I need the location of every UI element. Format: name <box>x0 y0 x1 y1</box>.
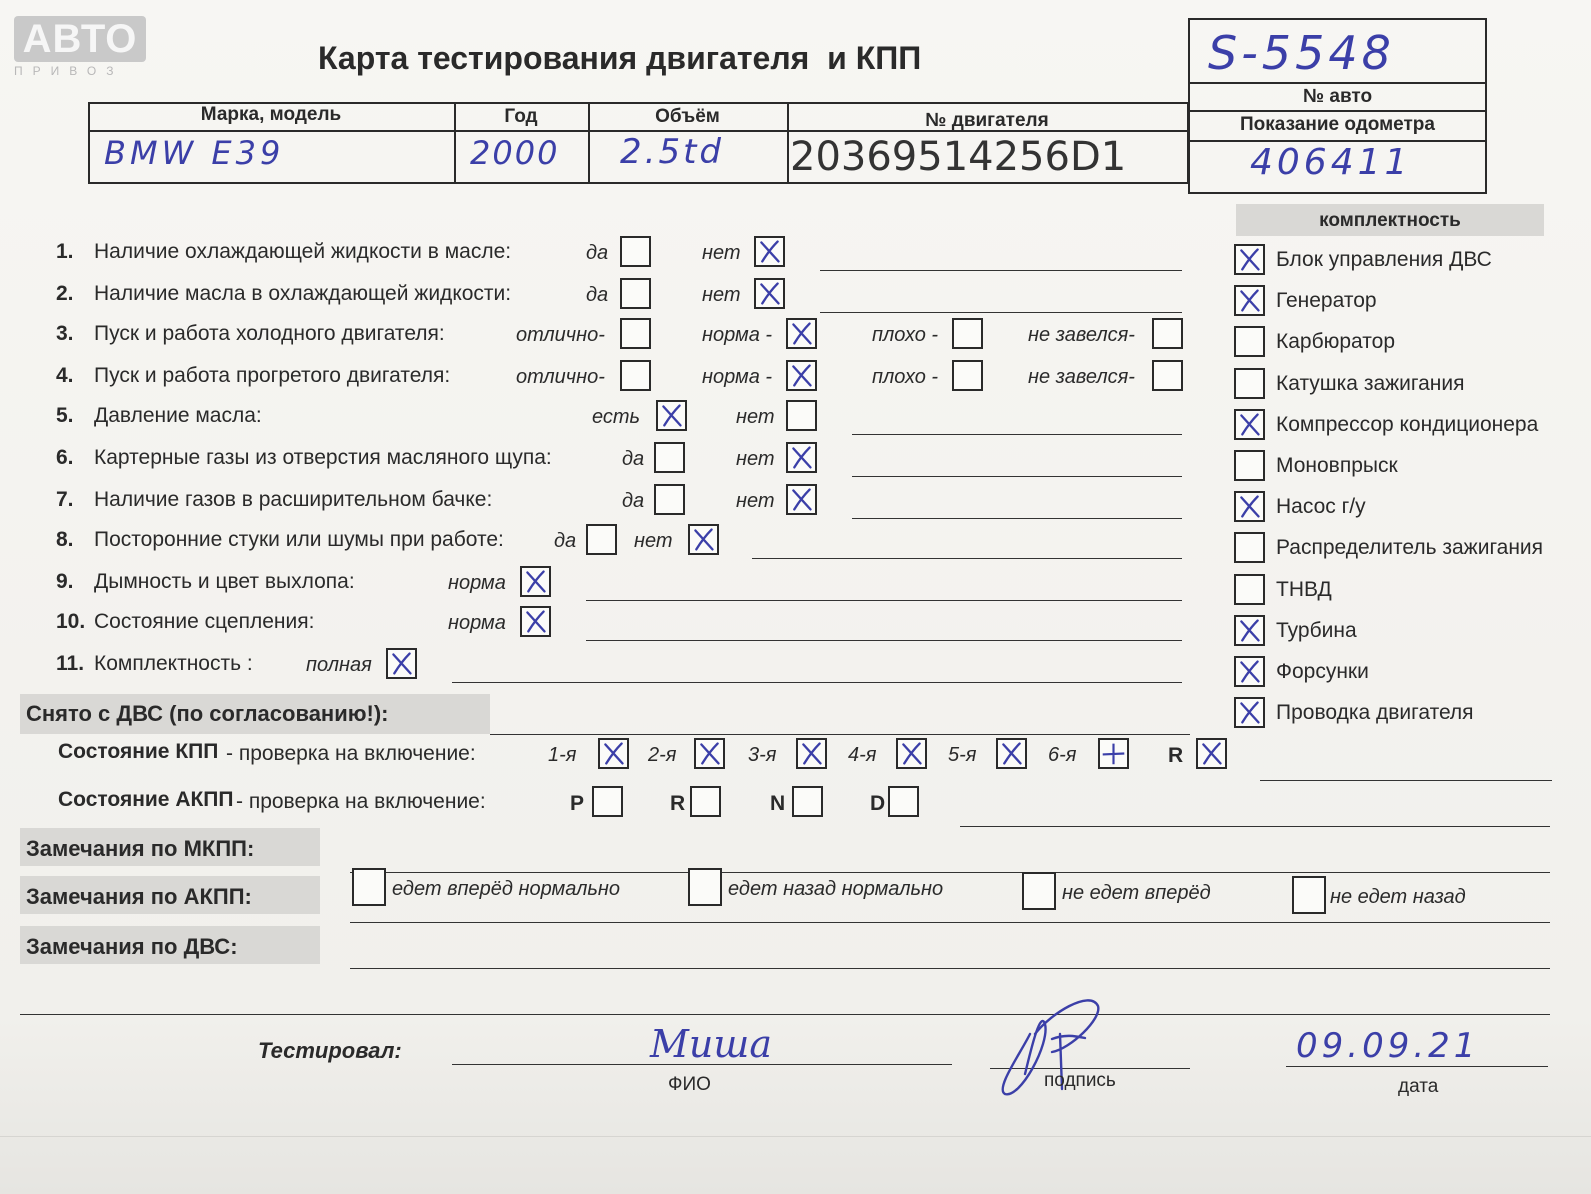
option-label: плохо - <box>872 366 939 388</box>
question-text: Наличие газов в расширительном бачке: <box>94 488 493 511</box>
option-label: есть <box>592 406 641 428</box>
option-checkbox[interactable] <box>688 524 719 555</box>
col-make-model-label: Марка, модель <box>200 104 342 125</box>
option-checkbox[interactable] <box>1152 360 1183 391</box>
completeness-item-label: Проводка двигателя <box>1276 701 1474 725</box>
remarks-extra-line <box>20 1014 1550 1015</box>
akpp-remark-checkbox[interactable] <box>1022 872 1056 910</box>
gear-checkbox[interactable] <box>1196 738 1227 769</box>
signature-caption: подпись <box>1044 1070 1116 1091</box>
check-mark-icon <box>658 402 685 429</box>
option-label: плохо - <box>872 324 939 346</box>
tester-name-value: Миша <box>650 1022 773 1066</box>
option-checkbox[interactable] <box>620 318 651 349</box>
akpp-mode-checkbox[interactable] <box>592 786 623 817</box>
check-mark-icon <box>1198 740 1225 767</box>
remarks-mkpp-line <box>350 872 1550 873</box>
check-mark-icon <box>1236 411 1263 438</box>
option-checkbox[interactable] <box>786 318 817 349</box>
check-mark-icon <box>798 740 825 767</box>
completeness-item-label: Насос г/у <box>1276 495 1366 519</box>
completeness-title: комплектность <box>1319 210 1461 231</box>
completeness-checkbox[interactable] <box>1234 491 1265 522</box>
gear-label: 5-я <box>948 744 977 766</box>
option-checkbox[interactable] <box>620 360 651 391</box>
check-mark-icon <box>1236 699 1263 726</box>
dash-mark-icon <box>1100 740 1127 767</box>
completeness-checkbox[interactable] <box>1234 697 1265 728</box>
option-checkbox[interactable] <box>786 484 817 515</box>
question-text: Состояние сцепления: <box>94 610 315 633</box>
completeness-item-label: Карбюратор <box>1276 330 1396 354</box>
check-mark-icon <box>1236 658 1263 685</box>
check-mark-icon <box>788 486 815 513</box>
check-mark-icon <box>696 740 723 767</box>
option-checkbox[interactable] <box>786 360 817 391</box>
page-edge <box>0 1136 1591 1137</box>
check-mark-icon <box>600 740 627 767</box>
option-label: полная <box>306 654 372 676</box>
option-checkbox[interactable] <box>586 524 617 555</box>
akpp-label-rest: - проверка на включение: <box>236 790 486 813</box>
option-label: нет <box>736 406 775 428</box>
option-label: нет <box>736 490 775 512</box>
remarks-dvs-label: Замечания по ДВС: <box>26 934 238 959</box>
question-number: 9. <box>56 570 74 593</box>
gear-checkbox[interactable] <box>694 738 725 769</box>
check-mark-icon <box>788 320 815 347</box>
question-text: Комплектность : <box>94 652 253 675</box>
option-label: норма - <box>702 366 773 388</box>
odometer-label: Показание одометра <box>1240 114 1435 135</box>
removed-line <box>490 734 1190 735</box>
option-label: отлично- <box>516 324 605 346</box>
check-mark-icon <box>1236 617 1263 644</box>
col-make-model-value: BMW E39 <box>104 134 285 172</box>
col-engine-no-label: № двигателя <box>925 110 1049 131</box>
question-text: Дымность и цвет выхлопа: <box>94 570 355 593</box>
completeness-item-label: Компрессор кондиционера <box>1276 412 1539 436</box>
completeness-checkbox[interactable] <box>1234 615 1265 646</box>
option-checkbox[interactable] <box>656 400 687 431</box>
gear-label: 4-я <box>848 744 877 766</box>
completeness-item-label: Катушка зажигания <box>1276 371 1465 395</box>
option-checkbox[interactable] <box>386 648 417 679</box>
akpp-mode-label: D <box>870 792 886 815</box>
tested-by-label: Тестировал: <box>258 1038 402 1063</box>
option-checkbox[interactable] <box>754 278 785 309</box>
akpp-mode-checkbox[interactable] <box>888 786 919 817</box>
question-number: 2. <box>56 282 74 305</box>
completeness-checkbox[interactable] <box>1234 368 1265 399</box>
car-number-label-cell <box>1188 82 1487 112</box>
col-engine-no-value: 20369514256D1 <box>790 134 1127 180</box>
completeness-checkbox[interactable] <box>1234 450 1265 481</box>
question-text: Наличие охлаждающей жидкости в масле: <box>94 240 512 263</box>
option-label: норма - <box>702 324 773 346</box>
answer-line <box>852 476 1182 477</box>
answer-line <box>820 270 1182 271</box>
question-number: 11. <box>56 652 85 675</box>
remarks-akpp-line <box>350 922 1550 923</box>
completeness-checkbox[interactable] <box>1234 244 1265 275</box>
kpp-label-rest: - проверка на включение: <box>226 742 476 765</box>
page-title: Карта тестирования двигателя и КПП <box>318 40 922 76</box>
kpp-line <box>1260 780 1552 781</box>
odometer-value: 406411 <box>1250 142 1412 183</box>
akpp-mode-label: R <box>670 792 686 815</box>
check-mark-icon <box>388 650 415 677</box>
option-label: норма <box>448 612 506 634</box>
akpp-mode-checkbox[interactable] <box>690 786 721 817</box>
answer-line <box>752 558 1182 559</box>
check-mark-icon <box>522 568 549 595</box>
logo-sub: ПРИВОЗ <box>14 64 124 78</box>
check-mark-icon <box>1236 493 1263 520</box>
remarks-akpp-label: Замечания по АКПП: <box>26 884 252 909</box>
question-text: Пуск и работа прогретого двигателя: <box>94 364 451 387</box>
question-number: 3. <box>56 322 74 345</box>
option-label: нет <box>702 242 741 264</box>
completeness-item-label: ТНВД <box>1276 577 1332 601</box>
question-text: Картерные газы из отверстия масляного щупа: <box>94 446 552 469</box>
answer-line <box>586 600 1182 601</box>
completeness-checkbox[interactable] <box>1234 574 1265 605</box>
question-number: 6. <box>56 446 74 469</box>
remarks-mkpp-label: Замечания по МКПП: <box>26 836 255 861</box>
option-checkbox[interactable] <box>520 566 551 597</box>
akpp-remark-checkbox[interactable] <box>1292 876 1326 914</box>
completeness-checkbox[interactable] <box>1234 285 1265 316</box>
check-mark-icon <box>690 526 717 553</box>
completeness-checkbox[interactable] <box>1234 532 1265 563</box>
option-checkbox[interactable] <box>620 278 651 309</box>
answer-line <box>452 682 1182 683</box>
completeness-item-label: Распределитель зажигания <box>1276 536 1544 560</box>
akpp-remark-checkbox[interactable] <box>688 868 722 906</box>
check-mark-icon <box>522 608 549 635</box>
date-value: 09.09.21 <box>1296 1026 1480 1066</box>
akpp-mode-label: P <box>570 792 585 815</box>
gear-checkbox[interactable] <box>896 738 927 769</box>
logo-brand: АВТО <box>14 16 146 62</box>
question-number: 4. <box>56 364 74 387</box>
gear-label: 1-я <box>548 744 577 766</box>
option-checkbox[interactable] <box>520 606 551 637</box>
answer-line <box>820 312 1182 313</box>
completeness-checkbox[interactable] <box>1234 326 1265 357</box>
removed-label: Снято с ДВС (по согласованию!): <box>26 701 389 726</box>
akpp-remark-label: не едет вперёд <box>1062 882 1211 904</box>
check-mark-icon <box>898 740 925 767</box>
akpp-remark-label: едет назад нормально <box>728 878 944 900</box>
option-checkbox[interactable] <box>786 442 817 473</box>
option-checkbox[interactable] <box>952 360 983 391</box>
option-label: не завелся- <box>1028 366 1135 388</box>
question-number: 8. <box>56 528 74 551</box>
gear-checkbox[interactable] <box>598 738 629 769</box>
akpp-remark-label: не едет назад <box>1330 886 1466 908</box>
akpp-remark-checkbox[interactable] <box>352 868 386 906</box>
question-number: 7. <box>56 488 74 511</box>
akpp-line <box>960 826 1550 827</box>
kpp-label: Состояние КПП <box>58 740 219 763</box>
answer-line <box>852 434 1182 435</box>
gear-label: 2-я <box>648 744 677 766</box>
col-year-label: Год <box>504 106 538 127</box>
gear-checkbox[interactable] <box>996 738 1027 769</box>
question-number: 1. <box>56 240 74 263</box>
check-mark-icon <box>788 444 815 471</box>
name-caption: ФИО <box>668 1074 711 1095</box>
gear-label: 3-я <box>748 744 777 766</box>
check-mark-icon <box>756 280 783 307</box>
check-mark-icon <box>998 740 1025 767</box>
option-checkbox[interactable] <box>654 484 685 515</box>
akpp-mode-label: N <box>770 792 786 815</box>
col-year-value: 2000 <box>470 134 560 172</box>
option-checkbox[interactable] <box>1152 318 1183 349</box>
completeness-item-label: Форсунки <box>1276 660 1369 683</box>
question-text: Пуск и работа холодного двигателя: <box>94 322 445 345</box>
date-caption: дата <box>1398 1076 1439 1097</box>
completeness-item-label: Моновпрыск <box>1276 454 1398 477</box>
akpp-remark-label: едет вперёд нормально <box>392 878 621 900</box>
car-number-cell <box>1188 18 1487 84</box>
gear-label: R <box>1168 744 1184 767</box>
option-checkbox[interactable] <box>654 442 685 473</box>
check-mark-icon <box>1236 246 1263 273</box>
col-volume-label: Объём <box>655 106 720 127</box>
answer-line <box>586 640 1182 641</box>
akpp-mode-checkbox[interactable] <box>792 786 823 817</box>
option-label: нет <box>634 530 673 552</box>
logo <box>14 16 154 80</box>
date-line <box>1286 1066 1548 1067</box>
option-checkbox[interactable] <box>952 318 983 349</box>
option-label: да <box>622 490 645 512</box>
question-number: 10. <box>56 610 86 633</box>
gear-label: 6-я <box>1048 744 1077 766</box>
completeness-item-label: Блок управления ДВС <box>1276 248 1492 271</box>
option-checkbox[interactable] <box>620 236 651 267</box>
check-mark-icon <box>788 362 815 389</box>
option-label: норма <box>448 572 506 594</box>
option-label: да <box>554 530 577 552</box>
check-mark-icon <box>1236 287 1263 314</box>
option-label: нет <box>736 448 775 470</box>
question-text: Давление масла: <box>94 404 262 427</box>
akpp-label: Состояние АКПП <box>58 788 234 811</box>
col-volume-value: 2.5td <box>620 132 724 172</box>
completeness-checkbox[interactable] <box>1234 409 1265 440</box>
remarks-dvs-line <box>350 968 1550 969</box>
option-label: не завелся- <box>1028 324 1135 346</box>
gear-checkbox[interactable] <box>1098 738 1129 769</box>
question-number: 5. <box>56 404 74 427</box>
completeness-item-label: Генератор <box>1276 289 1377 313</box>
option-label: нет <box>702 284 741 306</box>
car-number-label: № авто <box>1302 86 1373 107</box>
question-text: Наличие масла в охлаждающей жидкости: <box>94 282 512 305</box>
option-checkbox[interactable] <box>754 236 785 267</box>
option-label: да <box>622 448 645 470</box>
option-checkbox[interactable] <box>786 400 817 431</box>
option-label: да <box>586 242 609 264</box>
option-label: отлично- <box>516 366 605 388</box>
gear-checkbox[interactable] <box>796 738 827 769</box>
completeness-item-label: Турбина <box>1276 618 1357 642</box>
option-label: да <box>586 284 609 306</box>
completeness-checkbox[interactable] <box>1234 656 1265 687</box>
answer-line <box>852 518 1182 519</box>
car-number-value: S-5548 <box>1208 26 1395 80</box>
question-text: Посторонние стуки или шумы при работе: <box>94 528 504 551</box>
check-mark-icon <box>756 238 783 265</box>
